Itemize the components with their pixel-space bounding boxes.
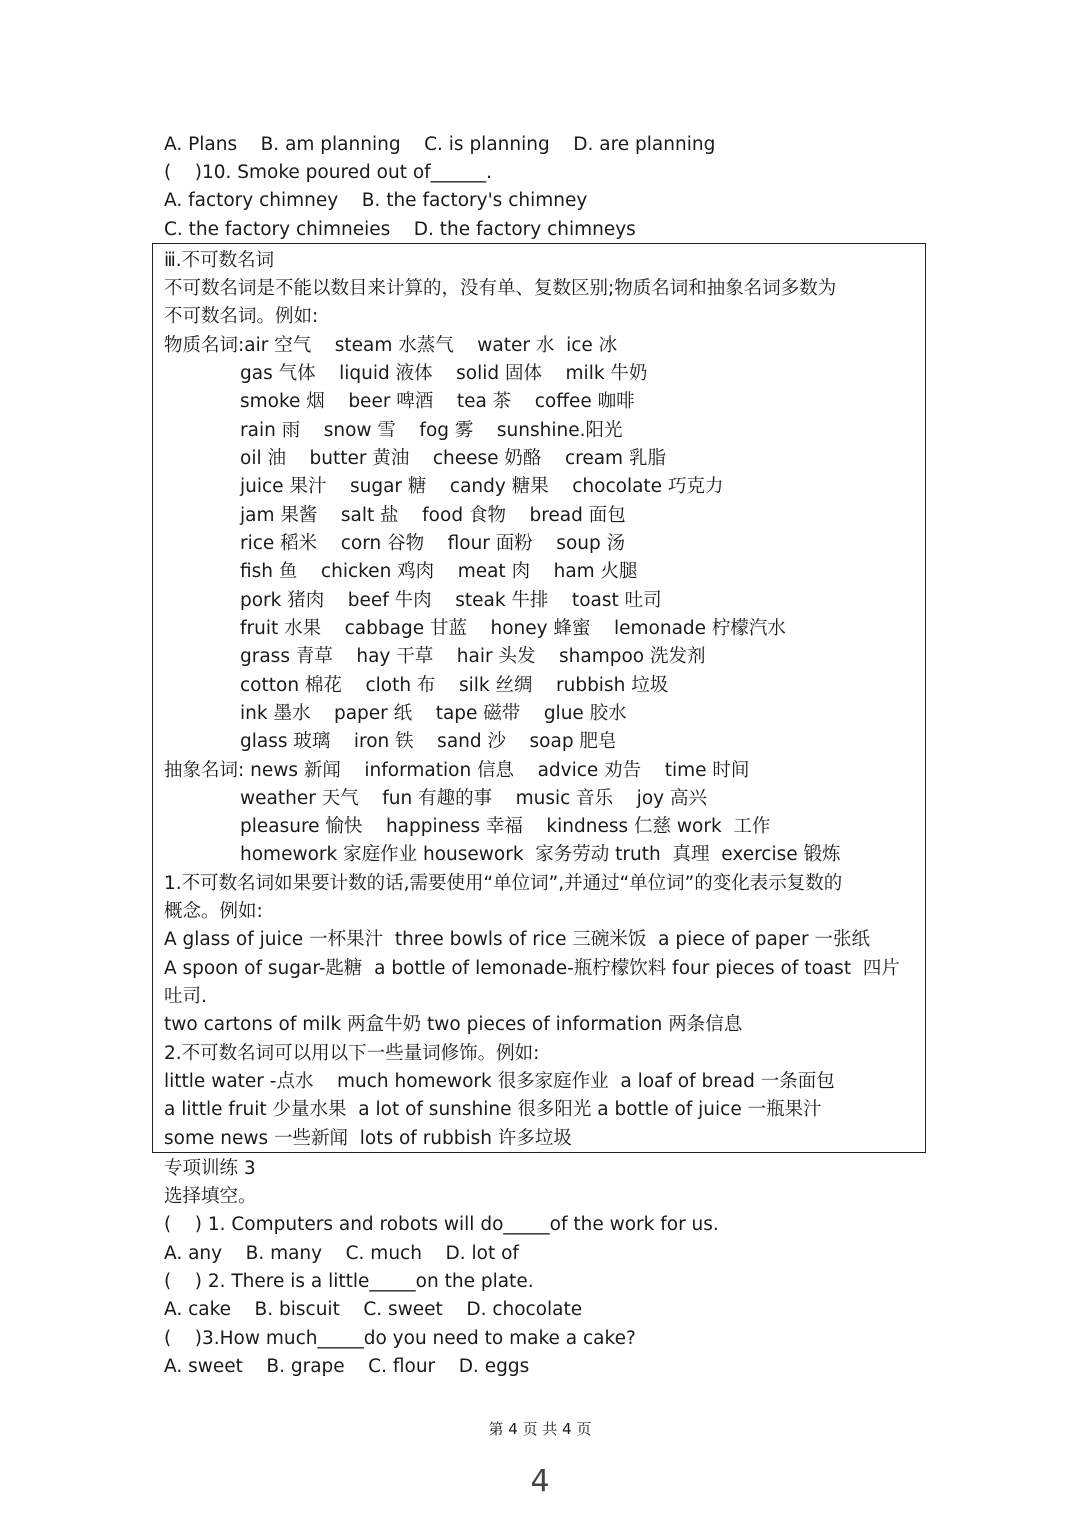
page-number: 4 [530,1464,550,1499]
note-line: some news 一些新闻 lots of rubbish 许多垃圾 [164,1128,572,1149]
material-noun-row: cotton 棉花 cloth 布 silk 丝绸 rubbish 垃圾 [240,675,669,696]
material-noun-row: oil 油 butter 黄油 cheese 奶酪 cream 乳脂 [240,448,666,469]
intro-line: 不可数名词是不能以数目来计算的，没有单、复数区别;物质名词和抽象名词多数为 [164,278,837,299]
note-line: 概念。例如: [164,901,263,922]
material-noun-row: smoke 烟 beer 啤酒 tea 茶 coffee 咖啡 [240,391,635,412]
material-noun-row: jam 果酱 salt 盐 food 食物 bread 面包 [240,505,626,526]
note-line: 2.不可数名词可以用以下一些量词修饰。例如: [164,1043,540,1064]
exercise-question-3: ( )3.How much_____do you need to make a cake? [164,1328,636,1349]
material-noun-row: gas 气体 liquid 液体 solid 固体 milk 牛奶 [240,363,648,384]
material-noun-row: rice 稻米 corn 谷物 flour 面粉 soup 汤 [240,533,626,554]
abstract-noun-row: weather 天气 fun 有趣的事 music 音乐 joy 高兴 [240,788,707,809]
exercise-question-2: ( ) 2. There is a little_____on the plate. [164,1271,534,1292]
material-nouns-first: 物质名词:air 空气 steam 水蒸气 water 水 ice 冰 [164,335,618,356]
abstract-noun-row: pleasure 愉快 happiness 幸福 kindness 仁慈 work 工作 [240,816,771,837]
exercise-title: 专项训练 3 [164,1158,256,1179]
intro-line: 不可数名词。例如: [164,306,319,327]
exercise-question-3-options: A. sweet B. grape C. flour D. eggs [164,1356,530,1377]
note-line: A glass of juice 一杯果汁 three bowls of rice 三碗米饭 a piece of paper 一张纸 [164,929,870,950]
material-noun-row: ink 墨水 paper 纸 tape 磁带 glue 胶水 [240,703,627,724]
section-heading: ⅲ.不可数名词 [164,250,275,271]
note-line: a little fruit 少量水果 a lot of sunshine 很多阳光 a bottle of juice 一瓶果汁 [164,1099,822,1120]
exercise-question-1: ( ) 1. Computers and robots will do_____of the work for us. [164,1214,719,1235]
question-10: ( )10. Smoke poured out of______. [164,162,493,183]
note-line: 吐司. [164,986,207,1007]
question-10-options-cd: C. the factory chimneies D. the factory chimneys [164,219,636,240]
exercise-question-1-options: A. any B. many C. much D. lot of [164,1243,519,1264]
page-footer: 第 4 页 共 4 页 [488,1420,592,1438]
note-line: two cartons of milk 两盒牛奶 two pieces of information 两条信息 [164,1014,743,1035]
material-noun-row: rain 雨 snow 雪 fog 雾 sunshine.阳光 [240,420,623,441]
material-noun-row: grass 青草 hay 干草 hair 头发 shampoo 洗发剂 [240,646,706,667]
note-line: 1.不可数名词如果要计数的话,需要使用“单位词”,并通过“单位词”的变化表示复数的 [164,873,843,894]
material-noun-row: pork 猪肉 beef 牛肉 steak 牛排 toast 吐司 [240,590,662,611]
abstract-nouns-first: 抽象名词: news 新闻 information 信息 advice 劝告 time 时间 [164,760,750,781]
material-noun-row: fish 鱼 chicken 鸡肉 meat 肉 ham 火腿 [240,561,638,582]
question-10-options-ab: A. factory chimney B. the factory's chimney [164,190,588,211]
exercise-question-2-options: A. cake B. biscuit C. sweet D. chocolate [164,1299,583,1320]
material-noun-row: juice 果汁 sugar 糖 candy 糖果 chocolate 巧克力 [240,476,724,497]
exercise-instruction: 选择填空。 [164,1186,257,1207]
material-noun-row: glass 玻璃 iron 铁 sand 沙 soap 肥皂 [240,731,617,752]
abstract-noun-row: homework 家庭作业 housework 家务劳动 truth 真理 exercise 锻炼 [240,844,841,865]
question-9-options: A. Plans B. am planning C. is planning D. are planning [164,134,716,155]
note-line: A spoon of sugar-匙糖 a bottle of lemonade-瓶柠檬饮料 four pieces of toast 四片 [164,958,900,979]
material-noun-row: fruit 水果 cabbage 甘蓝 honey 蜂蜜 lemonade 柠檬汽水 [240,618,786,639]
note-line: little water -点水 much homework 很多家庭作业 a loaf of bread 一条面包 [164,1071,835,1092]
